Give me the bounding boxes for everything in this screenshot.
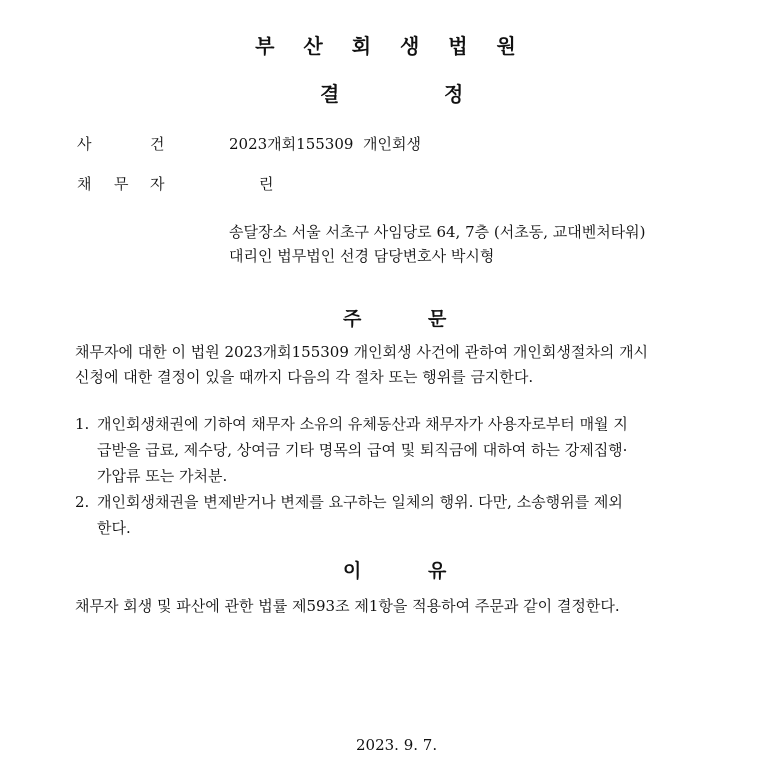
order-intro-line2: 신청에 대한 결정이 있을 때까지 다음의 각 절차 또는 행위를 금지한다.	[75, 368, 534, 386]
agent: 대리인 법무법인 선경 담당변호사 박시형	[229, 247, 495, 265]
order-item-line: 급받을 급료, 제수당, 상여금 기타 명목의 급여 및 퇴직금에 대하여 하는 강제집행·	[97, 441, 628, 459]
court-name: 부 산 회 생 법 원	[255, 34, 527, 58]
document-title-right: 정	[444, 82, 464, 106]
reason-text: 채무자 회생 및 파산에 관한 법률 제593조 제1항을 적용하여 주문과 같이 결정한다.	[75, 597, 620, 615]
debtor-label-c: 자	[150, 175, 165, 193]
order-item-line: 가압류 또는 가처분.	[97, 467, 228, 485]
order-item-number: 2.	[75, 493, 90, 511]
order-item-1	[75, 411, 735, 489]
order-item-number: 1.	[75, 415, 90, 433]
debtor-name: 린	[259, 175, 274, 193]
order-intro	[75, 340, 720, 390]
case-type: 개인회생	[363, 135, 421, 153]
order-item-line: 개인회생채권을 변제받거나 변제를 요구하는 일체의 행위. 다만, 소송행위를 제외	[97, 493, 623, 511]
case-number: 2023개회155309	[229, 135, 354, 153]
case-label-a: 사	[77, 135, 92, 153]
service-address: 송달장소 서울 서초구 사임당로 64, 7층 (서초동, 교대벤처타워)	[229, 223, 646, 241]
document-title-left: 결	[320, 82, 340, 106]
order-item-line: 한다.	[97, 519, 131, 537]
debtor-label-b: 무	[114, 175, 129, 193]
order-heading-right: 문	[428, 308, 447, 330]
order-item-line: 개인회생채권에 기하여 채무자 소유의 유체동산과 채무자가 사용자로부터 매월 지	[97, 415, 628, 433]
order-item-2	[75, 489, 735, 541]
reason-heading-left: 이	[343, 560, 362, 582]
case-label-b: 건	[150, 135, 165, 153]
order-item	[75, 411, 735, 541]
reason-heading-right: 유	[428, 560, 447, 582]
debtor-label-a: 채	[77, 175, 92, 193]
order-heading-left: 주	[343, 308, 362, 330]
decision-date: 2023. 9. 7.	[356, 736, 438, 754]
order-intro-line1: 채무자에 대한 이 법원 2023개회155309 개인회생 사건에 관하여 개인회생절차의 개시	[75, 343, 649, 361]
